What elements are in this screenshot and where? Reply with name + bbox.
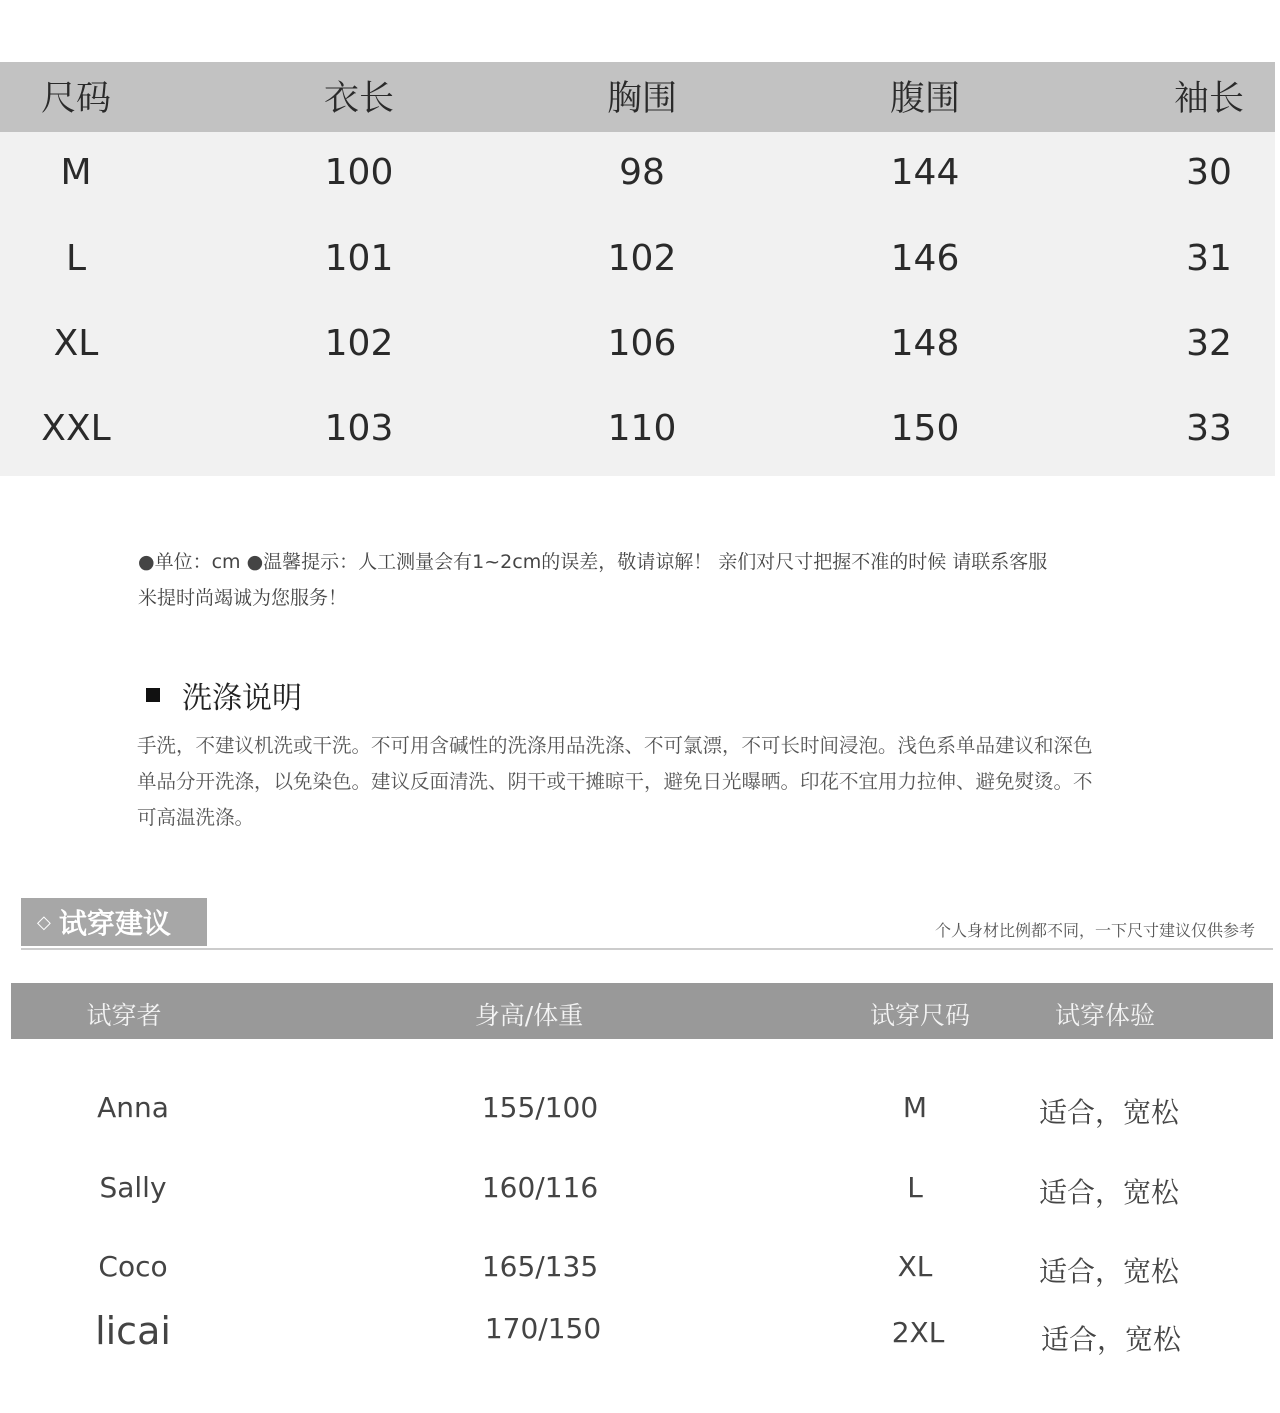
fitting-tab-label: 试穿建议 — [58, 907, 171, 940]
size-table — [0, 62, 1275, 476]
table-cell: 102 — [607, 238, 677, 279]
wash-title-text: 洗涤说明 — [182, 681, 302, 716]
wash-line: 手洗，不建议机洗或干洗。不可用含碱性的洗涤用品洗涤、不可氯漂，不可长时间浸泡。浅色系单品建议和深色 — [137, 734, 1093, 757]
table-cell: Coco — [98, 1250, 168, 1283]
table-cell: 102 — [324, 323, 394, 364]
table-cell: L — [65, 238, 87, 279]
header-height-weight: 身高/体重 — [474, 1001, 584, 1030]
header-sleeve: 袖长 — [1173, 79, 1245, 119]
table-cell: 98 — [619, 152, 665, 193]
table-cell: XL — [53, 323, 99, 364]
table-cell: 适合，宽松 — [1040, 1323, 1182, 1356]
table-cell: 适合，宽松 — [1038, 1096, 1180, 1129]
header-chest: 胸围 — [606, 79, 678, 119]
table-cell: XXL — [41, 408, 111, 449]
table-cell: Anna — [97, 1091, 169, 1124]
table-cell: 170/150 — [484, 1312, 602, 1345]
header-waist: 腹围 — [889, 79, 961, 119]
table-cell: 146 — [890, 238, 960, 279]
fitting-hint: 个人身材比例都不同，一下尺寸建议仅供参考 — [934, 921, 1255, 940]
header-tester: 试穿者 — [86, 1001, 162, 1030]
trial-table-header — [11, 983, 1273, 1039]
wash-title — [146, 673, 302, 717]
table-cell: 100 — [324, 152, 394, 193]
table-cell: 106 — [607, 323, 677, 364]
table-cell: 150 — [890, 408, 960, 449]
table-cell: 适合，宽松 — [1038, 1176, 1180, 1209]
wash-line: 单品分开洗涤，以免染色。建议反面清洗、阴干或干摊晾干，避免日光曝晒。印花不宜用力拉伸、避免熨烫。不 — [137, 770, 1093, 793]
table-cell: 144 — [890, 152, 960, 193]
header-length: 衣长 — [323, 79, 395, 119]
measurement-note — [138, 544, 1138, 616]
size-table-header — [0, 62, 1275, 132]
table-cell: 101 — [324, 238, 394, 279]
table-cell: 2XL — [891, 1316, 945, 1349]
fitting-section-bar — [21, 898, 1273, 950]
header-size: 尺码 — [40, 79, 112, 119]
table-cell: 165/135 — [481, 1250, 599, 1283]
table-cell: 103 — [324, 408, 394, 449]
wash-line: 可高温洗涤。 — [137, 806, 255, 829]
wash-instructions — [137, 728, 1147, 836]
table-cell: 155/100 — [481, 1091, 599, 1124]
fitting-tab — [21, 898, 207, 946]
square-bullet-icon — [146, 688, 160, 702]
note-line: 米提时尚竭诚为您服务！ — [138, 587, 348, 609]
table-cell: 32 — [1186, 323, 1232, 364]
table-cell: 30 — [1186, 152, 1232, 193]
table-cell: 110 — [607, 408, 677, 449]
table-cell: 160/116 — [481, 1171, 599, 1204]
table-cell: licai — [95, 1309, 171, 1353]
size-table-body — [0, 132, 1275, 476]
table-cell: M — [902, 1091, 928, 1124]
table-cell: 适合，宽松 — [1038, 1255, 1180, 1288]
note-line: ●单位：cm ●温馨提示：人工测量会有1~2cm的误差，敬请谅解！ 亲们对尺寸把握不准的时候 请联系客服 — [138, 551, 1048, 573]
header-trial-size: 试穿尺码 — [869, 1001, 971, 1030]
table-cell: XL — [897, 1250, 933, 1283]
table-cell: 33 — [1186, 408, 1232, 449]
table-cell: Sally — [99, 1171, 167, 1204]
table-cell: 31 — [1186, 238, 1232, 279]
header-experience: 试穿体验 — [1054, 1001, 1156, 1030]
table-cell: L — [907, 1171, 923, 1204]
table-cell: M — [60, 152, 92, 193]
table-cell: 148 — [890, 323, 960, 364]
diamond-arrows-icon: ◇ — [37, 911, 51, 933]
